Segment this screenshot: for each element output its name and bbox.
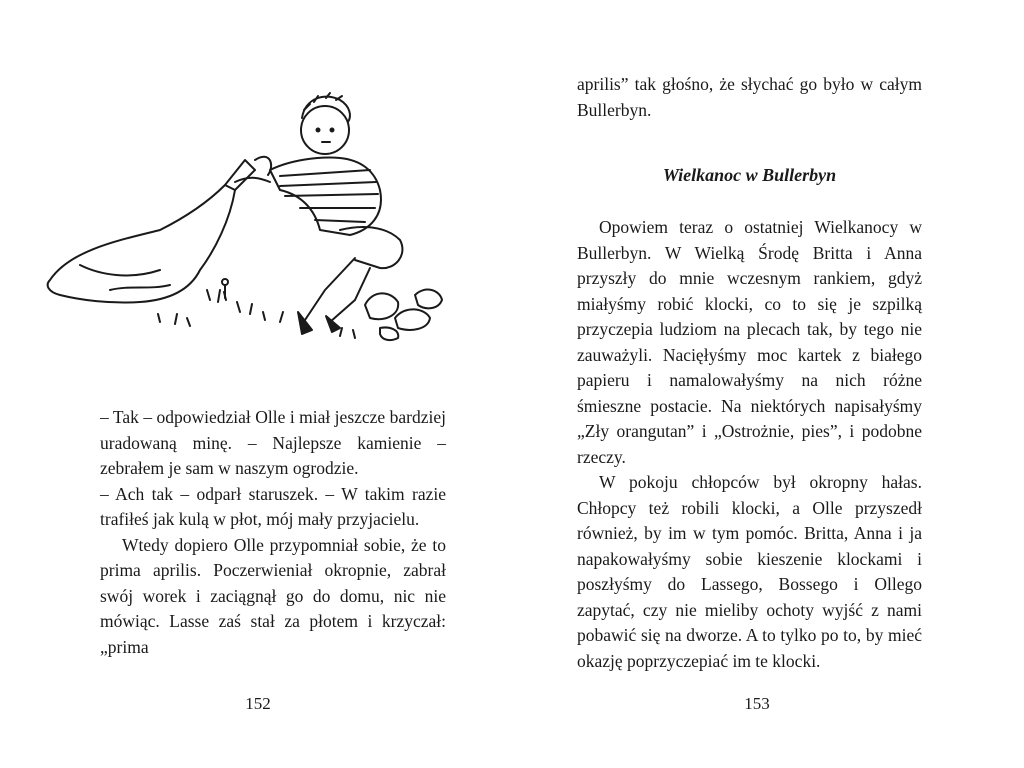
page-number: 152 <box>245 694 271 713</box>
paragraph: – Tak – odpowiedział Olle i miał jeszcze bardziej uradowaną minę. – Najlepsze kamienie – zebrałem je sam w naszym ogrodzie. <box>100 407 446 478</box>
page-number: 153 <box>744 694 770 713</box>
right-page-text <box>577 215 922 674</box>
chapter-heading: Wielkanoc w Bullerbyn <box>662 165 837 185</box>
paragraph: Wtedy dopiero Olle przypomniał sobie, że to prima aprilis. Poczerwieniał okropnie, zabrał swój worek i zaciągnął go do domu, nic nie mówiąc. Lasse zaś stał za płotem i krzyczał: „prima <box>100 534 446 657</box>
paragraph: Opowiem teraz o ostatniej Wielkanocy w Bullerbyn. W Wielką Środę Britta i Anna przyszły do mnie wczesnym rankiem, gdyż miałyśmy robić klocki, co to się je szpilką przyczepia ludziom na plecach tak, by tego nie zauważyli. Nacięłyśmy moc kartek z białego papieru i namalowałyśmy na nich różne śmieszne postacie. Na niektórych napisałyśmy „Zły orangutan” i „Ostrożnie, pies”, i podobne rzeczy. <box>577 217 922 467</box>
paragraph: – Ach tak – odparł staruszek. – W takim razie trafiłeś jak kulą w płot, mój mały przyjacielu. <box>100 483 446 529</box>
boy-dragging-sack-illustration <box>40 90 460 350</box>
right-page <box>512 0 1024 768</box>
paragraph: aprilis” tak głośno, że słychać go było w całym Bullerbyn. <box>577 74 922 120</box>
left-page-text <box>100 405 446 660</box>
continued-text <box>577 72 922 123</box>
paragraph: W pokoju chłopców był okropny hałas. Chłopcy też robili klocki, a Olle przyszedł również, by im w tym pomóc. Britta, Anna i ja napakowałyśmy sobie kieszenie klockami i poszłyśmy do Lassego, Bossego i Ollego zapytać, czy nie mieliby ochoty wyjść z nami pobawić się na dworze. A to tylko po to, by mieć okazję poprzyczepiać im te klocki. <box>577 472 922 671</box>
